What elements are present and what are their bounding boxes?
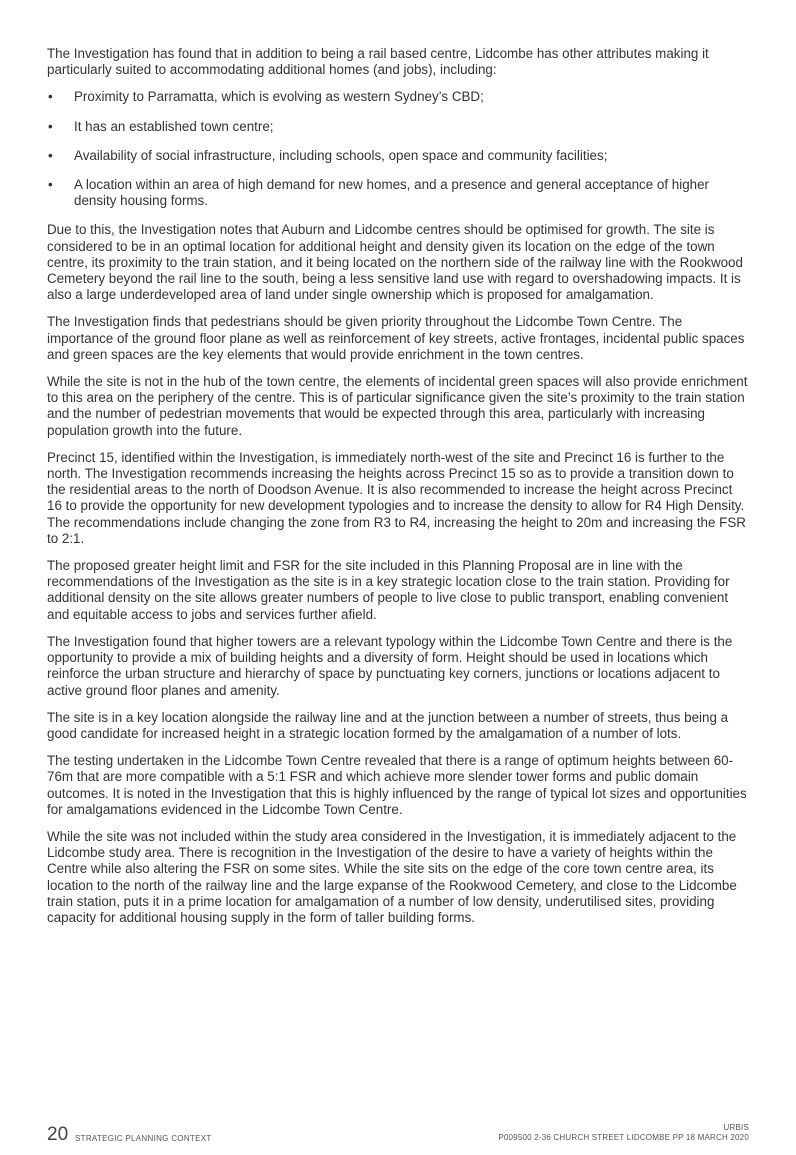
bullet-icon: • — [48, 147, 53, 163]
list-item: • Proximity to Parramatta, which is evolving as western Sydney’s CBD; — [48, 89, 484, 105]
body-paragraph: While the site is not in the hub of the town centre, the elements of incidental green spaces will also provide enrichment to this area on the periphery of the centre. This is of particular significance given the site’s proximity to the train station and the number of pedestrian movements that would be expected through this area, particularly with increasing population growth into the future. — [47, 374, 748, 438]
attribute-list — [47, 89, 749, 209]
company-name: URBIS — [723, 1123, 749, 1132]
body-paragraph: The proposed greater height limit and FSR for the site included in this Planning Proposal are in line with the recommendations of the Investigation as the site is in a key strategic location close to the train station. Providing for additional density on the site allows greater numbers of people to live close to public transport, enabling convenient and equitable access to jobs and services further afield. — [47, 558, 730, 622]
body-paragraph: The testing undertaken in the Lidcombe Town Centre revealed that there is a range of optimum heights between 60-76m that are more compatible with a 5:1 FSR and which achieve more slender tower forms and public domain outcomes. It is noted in the Investigation that this is highly influenced by the range of typical lot sizes and opportunities for amalgamations evidenced in the Lidcombe Town Centre. — [47, 753, 747, 817]
body-paragraph: The Investigation finds that pedestrians should be given priority throughout the Lidcombe Town Centre. The importance of the ground floor plane as well as reinforcement of key streets, active frontages, incidental public spaces and green spaces are the key elements that would provide enrichment in the town centres. — [47, 314, 745, 362]
bullet-icon: • — [48, 89, 53, 105]
body-paragraph: Due to this, the Investigation notes that Auburn and Lidcombe centres should be optimised for growth. The site is considered to be in an optimal location for additional height and density given its location on the edge of the town centre, its proximity to the train station, and it being located on the northern side of the railway line with the Rookwood Cemetery beyond the rail line to the south, being a less sensitive land use with regard to overshadowing impacts. It is also a large underdeveloped area of land under single ownership which is proposed for amalgamation. — [47, 222, 743, 303]
body-paragraph: The Investigation found that higher towers are a relevant typology within the Lidcombe Town Centre and there is the opportunity to provide a mix of building heights and a diversity of form. Height should be used in locations which reinforce the urban structure and hierarchy of space by punctuating key corners, junctions or locations adjacent to active ground floor planes and amenity. — [47, 633, 733, 698]
page-number: 20 — [47, 1124, 69, 1145]
bullet-icon: • — [48, 177, 53, 193]
list-item: • A location within an area of high demand for new homes, and a presence and general acceptance of higher density housing forms. — [48, 177, 709, 209]
document-reference: P009500 2-36 CHURCH STREET LIDCOMBE PP 18 MARCH 2020 — [498, 1133, 749, 1142]
body-paragraph: While the site was not included within the study area considered in the Investigation, it is immediately adjacent to the Lidcombe study area. There is recognition in the Investigation of the desire to have a variety of heights within the Centre while also altering the FSR on some sites. While the site sits on the edge of the core town centre area, its location to the north of the railway line and the large expanse of the Rookwood Cemetery, and close to the Lidcombe train station, puts it in a prime location for amalgamation of a number of low density, underutilised sites, providing capacity for additional housing supply in the form of taller building forms. — [47, 828, 737, 925]
page-body — [47, 46, 749, 937]
footer-meta — [498, 1123, 749, 1143]
list-item: • Availability of social infrastructure, including schools, open space and community facilities; — [48, 147, 608, 163]
page-footer — [47, 1118, 749, 1148]
bullet-icon: • — [48, 118, 53, 134]
body-paragraph: Precinct 15, identified within the Investigation, is immediately north-west of the site and Precinct 16 is further to the north. The Investigation recommends increasing the heights across Precinct 15 so as to provide a transition down to the residential areas to the north of Doodson Avenue. It is also recommended to increase the height across Precinct 16 to provide the opportunity for new development typologies and to increase the density to allow for R4 High Density. The recommendations include changing the zone from R3 to R4, increasing the height to 20m and increasing the FSR to 2:1. — [47, 449, 746, 546]
section-title: STRATEGIC PLANNING CONTEXT — [75, 1134, 212, 1143]
body-paragraph: The site is in a key location alongside the railway line and at the junction between a number of streets, thus being a good candidate for increased height in a strategic location formed by the amalgamation of a number of lots. — [47, 709, 729, 741]
intro-paragraph: The Investigation has found that in addition to being a rail based centre, Lidcombe has other attributes making it particularly suited to accommodating additional homes (and jobs), including: — [47, 46, 709, 78]
list-item: • It has an established town centre; — [48, 118, 274, 134]
